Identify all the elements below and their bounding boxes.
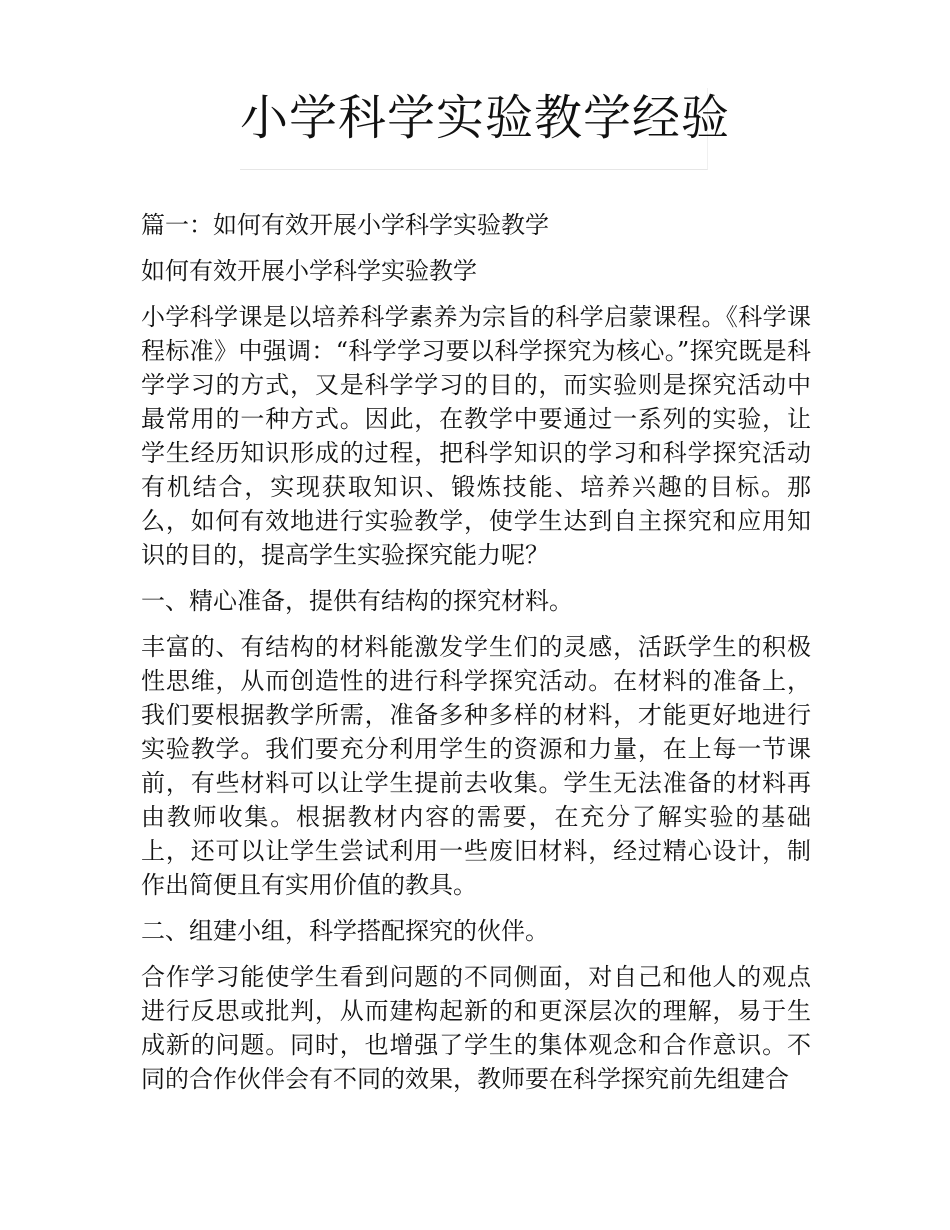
article-title: 如何有效开展小学科学实验教学: [141, 257, 477, 285]
title-box: [240, 88, 731, 170]
document-body: [141, 208, 811, 1108]
intro-paragraph: 小学科学课是以培养科学素养为宗旨的科学启蒙课程。《科学课程标准》中强调：“科学学习要以科学探究为核心。”探究既是科学学习的方式，又是科学学习的目的，而实验则是探究活动中最常用的一种方式。因此，在教学中要通过一系列的实验，让学生经历知识形成的过程，把科学知识的学习和科学探究活动有机结合，实现获取知识、锻炼技能、培养兴趣的目标。那么，如何有效地进行实验教学，使学生达到自主探究和应用知识的目的，提高学生实验探究能力呢？: [141, 303, 811, 569]
cooperation-paragraph: 合作学习能使学生看到问题的不同侧面，对自己和他人的观点进行反思或批判，从而建构起新的和更深层次的理解，易于生成新的问题。同时，也增强了学生的集体观念和合作意识。不同的合作伙伴会有不同的效果，教师要在科学探究前先组建合: [141, 963, 811, 1093]
section-heading-two: 二、组建小组，科学搭配探究的伙伴。: [141, 917, 549, 945]
document-title: 小学科学实验教学经验: [240, 90, 731, 146]
materials-paragraph: 丰富的、有结构的材料能激发学生们的灵感，活跃学生的积极性思维，从而创造性的进行科学探究活动。在材料的准备上，我们要根据教学所需，准备多种多样的材料，才能更好地进行实验教学。我们要充分利用学生的资源和力量，在上每一节课前，有些材料可以让学生提前去收集。学生无法准备的材料再由教师收集。根据教材内容的需要，在充分了解实验的基础上，还可以让学生尝试利用一些废旧材料，经过精心设计，制作出简便且有实用价值的教具。: [141, 633, 811, 899]
section-heading-one: 一、精心准备，提供有结构的探究材料。: [141, 587, 573, 615]
section-heading: 篇一：如何有效开展小学科学实验教学: [141, 211, 549, 239]
